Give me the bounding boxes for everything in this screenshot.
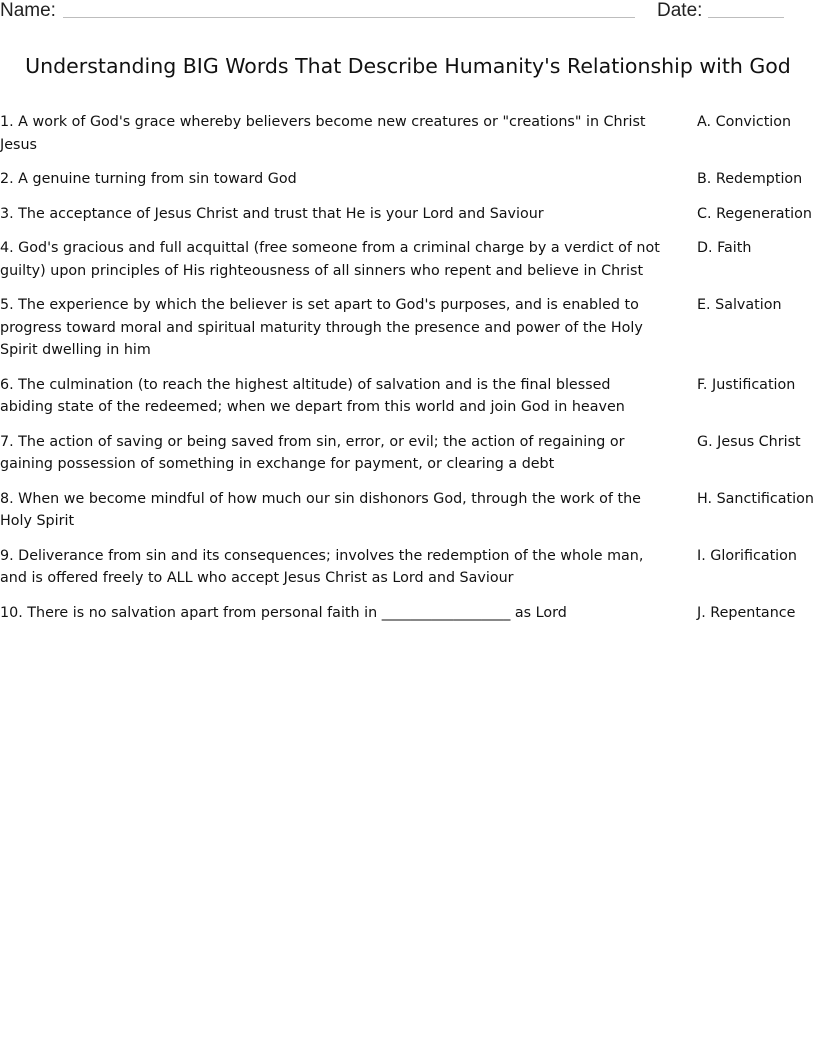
worksheet-header bbox=[0, 0, 816, 24]
answer-option: A. Conviction bbox=[697, 114, 792, 130]
answer-option: F. Justification bbox=[697, 376, 796, 393]
answer-option: C. Regeneration bbox=[697, 205, 812, 222]
name-label: Name: bbox=[0, 0, 56, 21]
answer-option: H. Sanctification bbox=[697, 490, 814, 507]
matching-row bbox=[0, 111, 816, 156]
question-text: 6. The culmination (to reach the highest altitude) of salvation and is the final blessed abiding state of the redeemed; when we depart from this world and join God in heaven bbox=[0, 376, 625, 415]
question-text: 4. God's gracious and full acquittal (free someone from a criminal charge by a verdict of not guilty) upon principles of His righteousness of all sinners who repent and believe in Christ bbox=[0, 240, 660, 279]
matching-row bbox=[0, 374, 816, 419]
date-label: Date: bbox=[657, 0, 703, 21]
matching-row bbox=[0, 168, 816, 191]
page-title: Understanding BIG Words That Describe Humanity's Relationship with God bbox=[25, 54, 791, 78]
name-blank-line bbox=[63, 17, 635, 18]
question-text: 5. The experience by which the believer is set apart to God's purposes, and is enabled to progress toward moral and spiritual maturity through the presence and power of the Holy Spirit dwelling in him bbox=[0, 297, 643, 358]
answer-option: D. Faith bbox=[697, 240, 752, 256]
matching-row bbox=[0, 203, 816, 226]
question-text: 2. A genuine turning from sin toward God bbox=[0, 171, 297, 187]
matching-list bbox=[0, 111, 816, 636]
question-text: 10. There is no salvation apart from personal faith in __________________ as Lord bbox=[0, 604, 567, 621]
matching-row bbox=[0, 488, 816, 533]
question-text: 7. The action of saving or being saved from sin, error, or evil; the action of regaining or gaining possession of something in exchange for payment, or clearing a debt bbox=[0, 433, 625, 472]
answer-option: I. Glorification bbox=[697, 547, 797, 564]
answer-option: G. Jesus Christ bbox=[697, 433, 801, 450]
matching-row bbox=[0, 545, 816, 590]
question-text: 1. A work of God's grace whereby believers become new creatures or "creations" in Christ Jesus bbox=[0, 114, 646, 153]
matching-row bbox=[0, 237, 816, 282]
answer-option: E. Salvation bbox=[697, 297, 782, 313]
question-text: 8. When we become mindful of how much our sin dishonors God, through the work of the Holy Spirit bbox=[0, 490, 641, 529]
matching-row bbox=[0, 431, 816, 476]
answer-option: J. Repentance bbox=[697, 604, 796, 621]
matching-row bbox=[0, 294, 816, 362]
date-blank-line bbox=[708, 17, 784, 18]
answer-option: B. Redemption bbox=[697, 171, 803, 187]
question-text: 3. The acceptance of Jesus Christ and trust that He is your Lord and Saviour bbox=[0, 205, 544, 222]
question-text: 9. Deliverance from sin and its consequences; involves the redemption of the whole man, and is offered freely to ALL who accept Jesus Christ as Lord and Saviour bbox=[0, 547, 644, 586]
matching-row bbox=[0, 602, 816, 625]
